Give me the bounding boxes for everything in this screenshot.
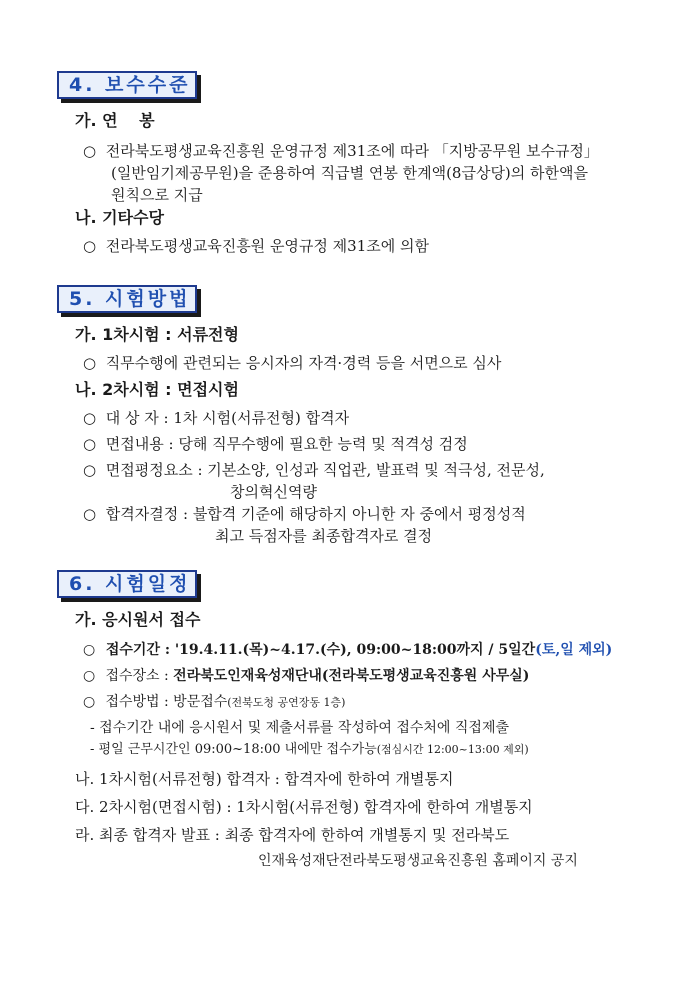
section-6-d-line-cont: 인재육성재단전라북도평생교육진흥원 홈페이지 공지: [258, 853, 578, 869]
section-4-title: 4. 보수수준: [57, 71, 197, 99]
section-6-b-line: 나. 1차시험(서류전형) 합격자 : 합격자에 한하여 개별통지: [75, 770, 454, 788]
section-5-b-heading: 나. 2차시험 : 면접시험: [75, 380, 239, 399]
receipt-note-2: - 평일 근무시간인 09:00~18:00 내에만 접수가능(점심시간 12:00~13:00 제외): [90, 742, 529, 757]
list-item-cont: 창의혁신역량: [230, 483, 317, 501]
receipt-period: ○ 접수기간 : '19.4.11.(목)~4.17.(수), 09:00~18:00까지 / 5일간(토,일 제외): [83, 642, 613, 658]
list-item: ○ 합격자결정 : 불합격 기준에 해당하지 아니한 자 중에서 평정성적: [83, 505, 526, 523]
list-item: ○ 면접평정요소 : 기본소양, 인성과 직업관, 발표력 및 적극성, 전문성,: [83, 461, 545, 479]
receipt-method: ○ 접수방법 : 방문접수(전북도청 공연장동 1층): [83, 694, 346, 710]
receipt-place: ○ 접수장소 : 전라북도인재육성재단내(전라북도평생교육진흥원 사무실): [83, 668, 530, 684]
section-4-a-bullet: ○ 전라북도평생교육진흥원 운영규정 제31조에 따라 「지방공무원 보수규정」: [83, 142, 599, 160]
weekend-note: (토,일 제외): [535, 642, 613, 658]
section-5-a-heading: 가. 1차시험 : 서류전형: [75, 325, 239, 344]
section-5-a-bullet: ○ 직무수행에 관련되는 응시자의 자격·경력 등을 서면으로 심사: [83, 354, 502, 372]
section-4-b-bullet: ○ 전라북도평생교육진흥원 운영규정 제31조에 의함: [83, 237, 429, 255]
section-4-a-bullet-cont2: 원칙으로 지급: [111, 186, 203, 204]
section-4-a-bullet-cont1: (일반임기제공무원)을 준용하여 직급별 연봉 한계액(8급상당)의 하한액을: [111, 164, 589, 182]
section-4-b-heading: 나. 기타수당: [75, 208, 164, 227]
list-item-cont: 최고 득점자를 최종합격자로 결정: [215, 527, 433, 545]
section-5-title: 5. 시험방법: [57, 285, 197, 313]
section-4-a-heading: 가. 연 봉: [75, 111, 155, 130]
section-6-d-line: 라. 최종 합격자 발표 : 최종 합격자에 한하여 개별통지 및 전라북도: [75, 826, 510, 844]
section-6-c-line: 다. 2차시험(면접시험) : 1차시험(서류전형) 합격자에 한하여 개별통지: [75, 798, 533, 816]
section-6-a-heading: 가. 응시원서 접수: [75, 610, 201, 629]
receipt-note-1: - 접수기간 내에 응시원서 및 제출서류를 작성하여 접수처에 직접제출: [90, 720, 510, 736]
section-6-title: 6. 시험일정: [57, 570, 197, 598]
list-item: ○ 대 상 자 : 1차 시험(서류전형) 합격자: [83, 409, 350, 427]
list-item: ○ 면접내용 : 당해 직무수행에 필요한 능력 및 적격성 검정: [83, 435, 468, 453]
